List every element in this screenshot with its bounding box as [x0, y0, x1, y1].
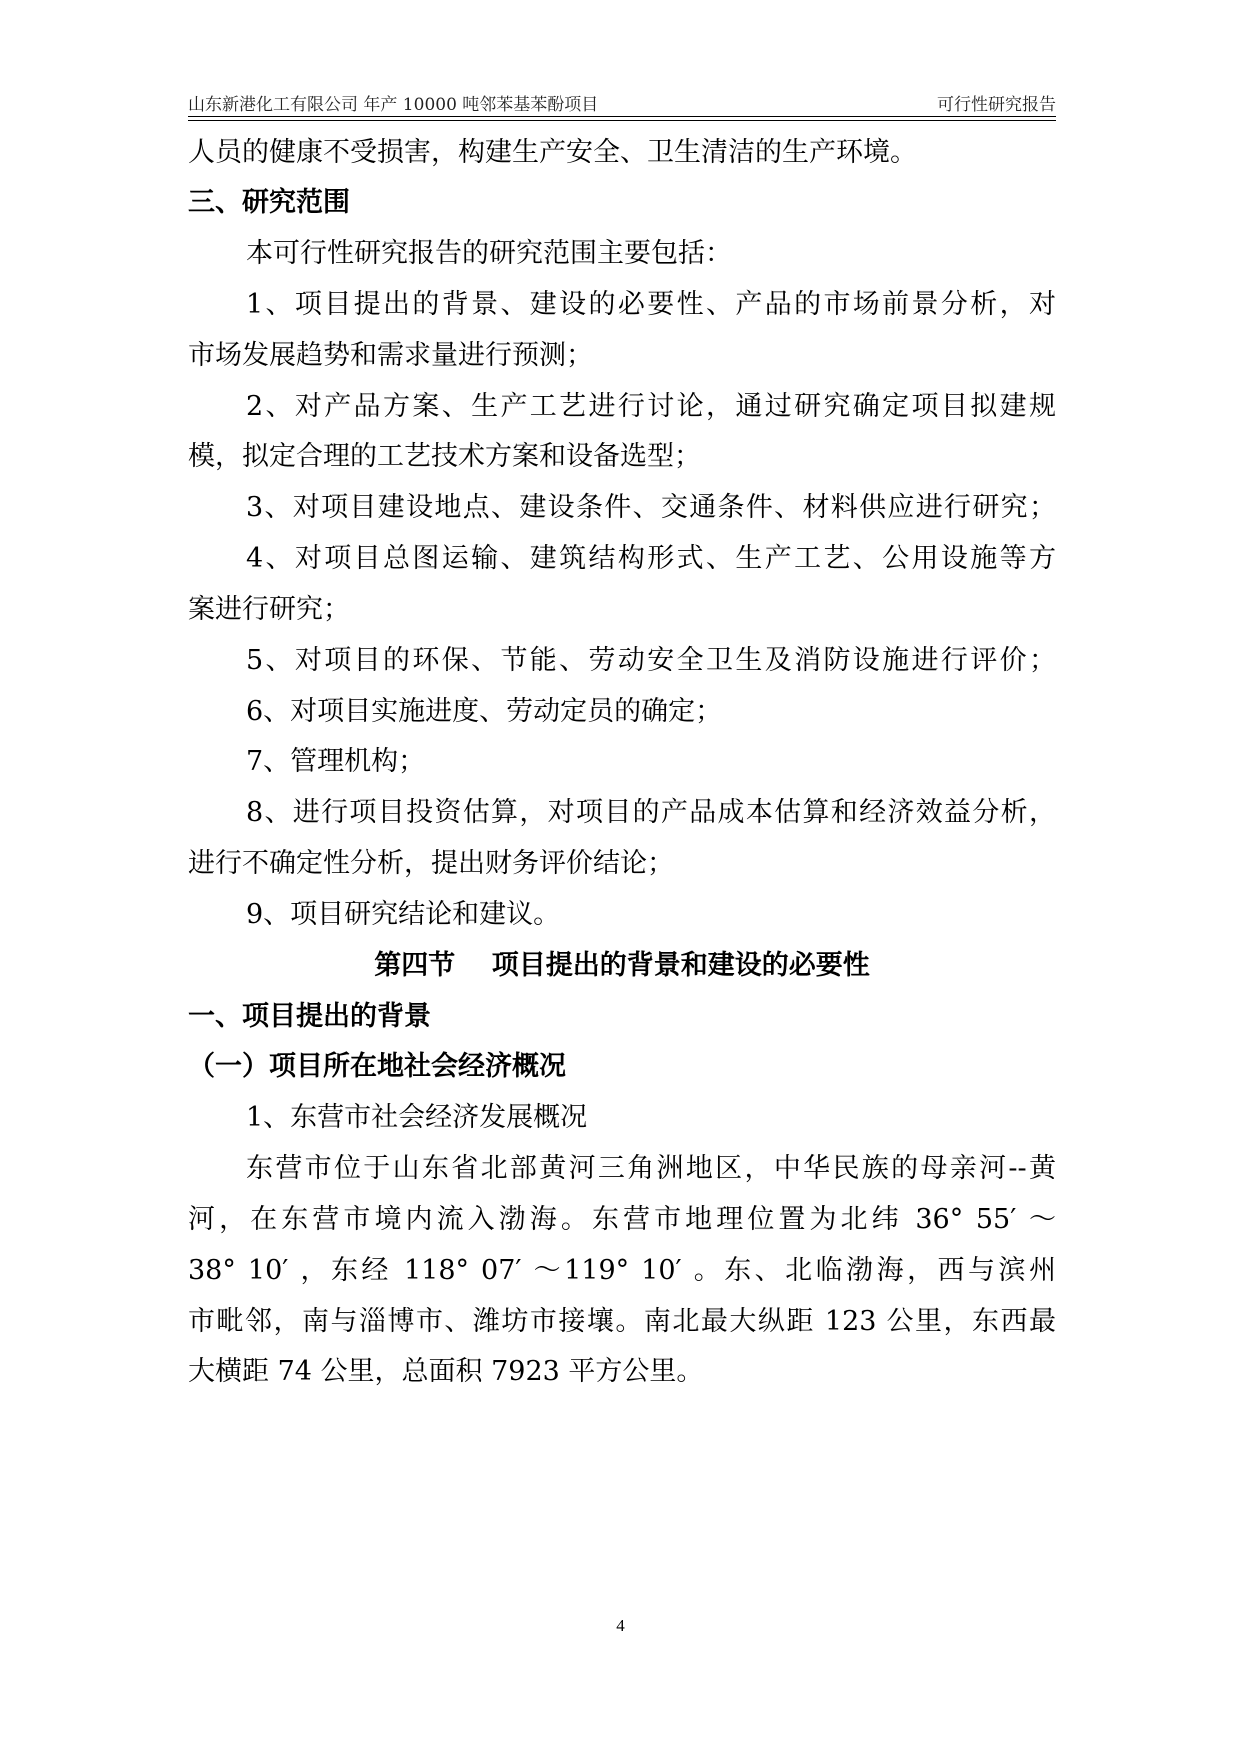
header-project-title: 山东新港化工有限公司 年产 10000 吨邻苯基苯酚项目	[188, 95, 599, 115]
list-item-8-cont: 进行不确定性分析，提出财务评价结论；	[188, 848, 674, 879]
list-item-2-cont: 模，拟定合理的工艺技术方案和设备选型；	[188, 441, 701, 472]
subheading-socioeconomic: （一）项目所在地社会经济概况	[188, 1051, 566, 1082]
list-item-3: 3、对项目建设地点、建设条件、交通条件、材料供应进行研究；	[246, 492, 1056, 523]
paragraph-line: 人员的健康不受损害，构建生产安全、卫生清洁的生产环境。	[188, 137, 917, 168]
list-item-6: 6、对项目实施进度、劳动定员的确定；	[246, 696, 723, 727]
paragraph-line: 大横距 74 公里，总面积 7923 平方公里。	[188, 1356, 704, 1387]
list-item-1-cont: 市场发展趋势和需求量进行预测；	[188, 340, 593, 371]
paragraph-line: 38° 10′ ，东经 118° 07′ ～119° 10′ 。东、北临渤海，西与滨州	[188, 1255, 1056, 1286]
paragraph-line: 市毗邻，南与淄博市、潍坊市接壤。南北最大纵距 123 公里，东西最	[188, 1306, 1056, 1337]
list-item-1: 1、项目提出的背景、建设的必要性、产品的市场前景分析，对	[246, 289, 1056, 320]
heading-background: 一、项目提出的背景	[188, 1001, 431, 1032]
subsection-dongying: 1、东营市社会经济发展概况	[246, 1102, 588, 1133]
page-header	[188, 86, 1056, 117]
paragraph-line: 河，在东营市境内流入渤海。东营市地理位置为北纬 36° 55′ ～	[188, 1204, 1056, 1235]
header-double-rule	[188, 120, 1056, 121]
list-item-4-cont: 案进行研究；	[188, 594, 350, 625]
section-title: 第四节 项目提出的背景和建设的必要性	[374, 950, 870, 981]
list-item-8: 8、进行项目投资估算，对项目的产品成本估算和经济效益分析，	[246, 797, 1056, 828]
paragraph-line: 本可行性研究报告的研究范围主要包括：	[246, 238, 732, 269]
list-item-4: 4、对项目总图运输、建筑结构形式、生产工艺、公用设施等方	[246, 543, 1056, 574]
list-item-5: 5、对项目的环保、节能、劳动安全卫生及消防设施进行评价；	[246, 645, 1056, 676]
list-item-2: 2、对产品方案、生产工艺进行讨论，通过研究确定项目拟建规	[246, 391, 1056, 422]
list-item-7: 7、管理机构；	[246, 746, 426, 777]
header-report-type: 可行性研究报告	[937, 95, 1056, 115]
page-number: 4	[616, 1616, 625, 1635]
list-item-9: 9、项目研究结论和建议。	[246, 899, 561, 930]
heading-research-scope: 三、研究范围	[188, 187, 350, 218]
paragraph-line: 东营市位于山东省北部黄河三角洲地区，中华民族的母亲河--黄	[246, 1153, 1056, 1184]
